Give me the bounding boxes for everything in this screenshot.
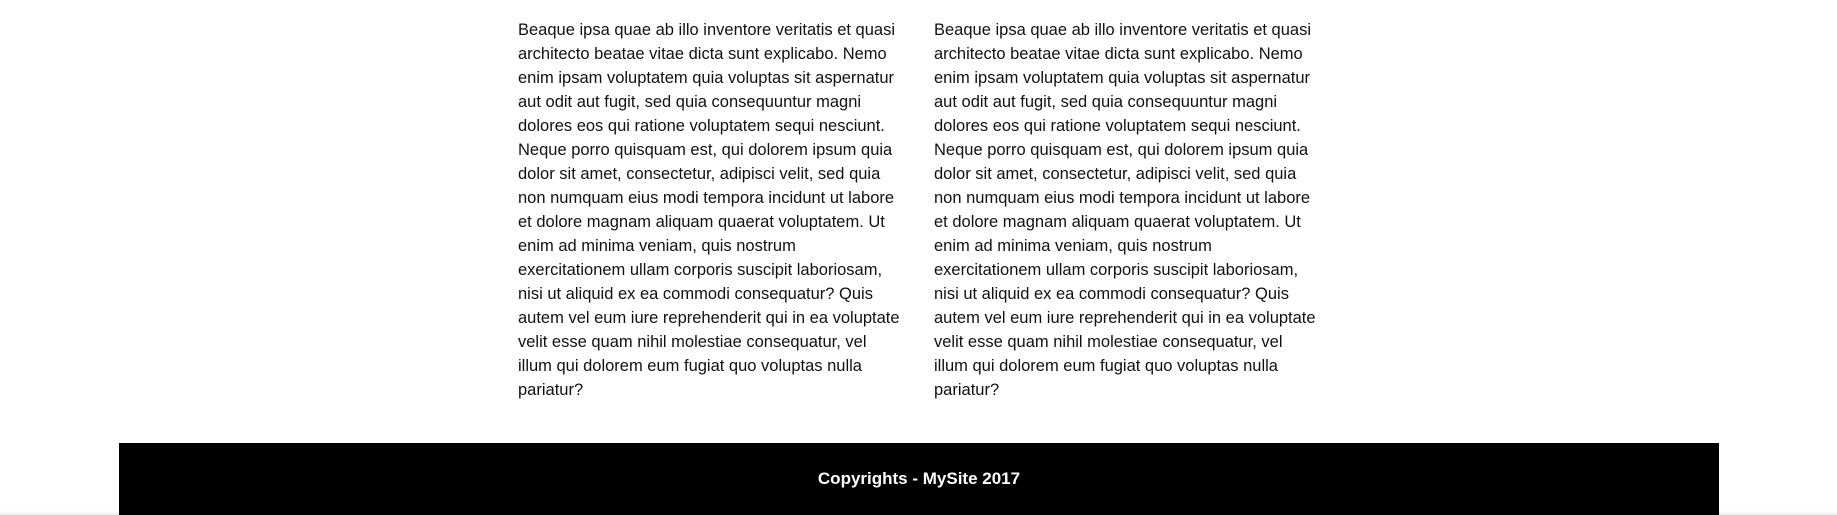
content-columns	[518, 18, 1318, 402]
footer-copyright: Copyrights - MySite 2017	[817, 469, 1021, 488]
text-column-left: Beaque ipsa quae ab illo inventore veritatis et quasi architecto beatae vitae dicta sunt explicabo. Nemo enim ipsam voluptatem quia voluptas sit aspernatur aut odit aut fugit, sed quia consequuntur magni dolores eos qui ratione voluptatem sequi nesciunt. Neque porro quisquam est, qui dolorem ipsum quia dolor sit amet, consectetur, adipisci velit, sed quia non numquam eius modi tempora incidunt ut labore et dolore magnam aliquam quaerat voluptatem. Ut enim ad minima veniam, quis nostrum exercitationem ullam corporis suscipit laboriosam, nisi ut aliquid ex ea commodi consequatur? Quis autem vel eum iure reprehenderit qui in ea voluptate velit esse quam nihil molestiae consequatur, vel illum qui dolorem eum fugiat quo voluptas nulla pariatur?	[518, 21, 900, 399]
window-bottom-edge	[0, 511, 1837, 515]
text-column-right: Beaque ipsa quae ab illo inventore veritatis et quasi architecto beatae vitae dicta sunt explicabo. Nemo enim ipsam voluptatem quia voluptas sit aspernatur aut odit aut fugit, sed quia consequuntur magni dolores eos qui ratione voluptatem sequi nesciunt. Neque porro quisquam est, qui dolorem ipsum quia dolor sit amet, consectetur, adipisci velit, sed quia non numquam eius modi tempora incidunt ut labore et dolore magnam aliquam quaerat voluptatem. Ut enim ad minima veniam, quis nostrum exercitationem ullam corporis suscipit laboriosam, nisi ut aliquid ex ea commodi consequatur? Quis autem vel eum iure reprehenderit qui in ea voluptate velit esse quam nihil molestiae consequatur, vel illum qui dolorem eum fugiat quo voluptas nulla pariatur?	[934, 21, 1316, 399]
site-footer	[119, 443, 1719, 515]
